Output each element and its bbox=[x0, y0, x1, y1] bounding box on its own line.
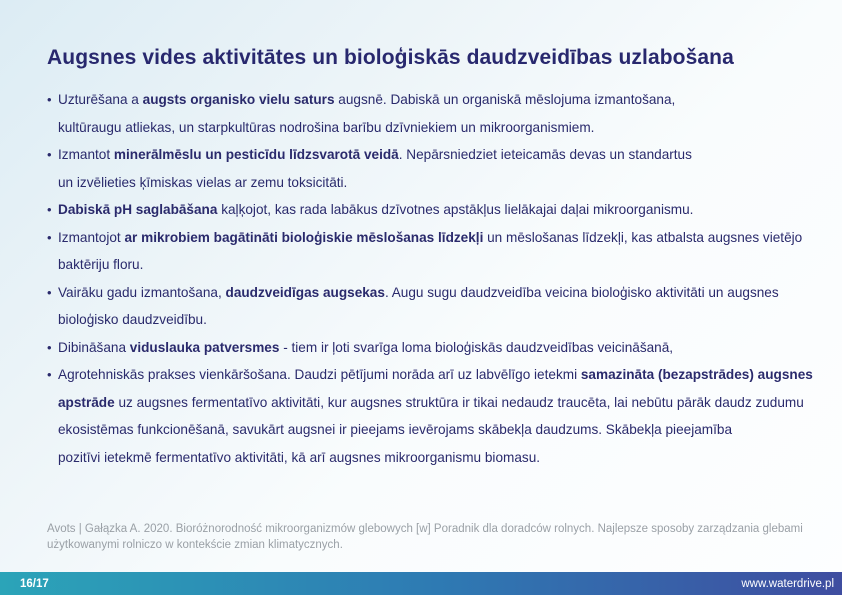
bullet-line: pozitīvi ietekmē fermentatīvo aktivitāti, kā arī augsnes mikroorganismu biomasu. bbox=[58, 449, 541, 465]
website-link[interactable]: www.waterdrive.pl bbox=[741, 577, 834, 590]
bullet-line: bioloģisko daudzveidību. bbox=[58, 312, 207, 327]
bullet-line: • Izmantot minerālmēslu un pesticīdu līdzsvarotā veidā. Nepārsniedziet ieteicamās devas un standartus bbox=[58, 147, 692, 162]
source-citation: Avots | Gałązka A. 2020. Bioróżnorodność mikroorganizmów glebowych [w] Poradnik dla doradców rolnych. Najlepsze sposoby zarządzania glebami użytkowanymi rolniczo w kontekście zmian klimatycznych. bbox=[47, 523, 803, 551]
bullet-line: • Dabiskā pH saglabāšana kaļķojot, kas rada labākus dzīvotnes apstākļus lielākajai daļai mikroorganismu. bbox=[58, 202, 694, 217]
page-title: Augsnes vides aktivitātes un bioloģiskās daudzveidības uzlabošana bbox=[47, 46, 734, 69]
bullet-item bbox=[47, 334, 822, 362]
bullet-line: ekosistēmas funkcionēšanā, savukārt augsnei ir pieejams ievērojams skābekļa daudzums. Skābekļa pieejamība bbox=[58, 422, 732, 437]
bullet-line: • Dibināšana viduslauka patversmes - tiem ir ļoti svarīga loma bioloģiskās daudzveidības veicināšanā, bbox=[58, 339, 674, 355]
bullet-item bbox=[47, 196, 822, 224]
bullet-item bbox=[47, 279, 822, 334]
bullet-list bbox=[47, 86, 822, 471]
footer-bar bbox=[0, 572, 842, 595]
bullet-line: kultūraugu atliekas, un starpkultūras nodrošina barību dzīvniekiem un mikroorganismiem. bbox=[58, 119, 595, 135]
bullet-line: • Izmantojot ar mikrobiem bagātināti bioloģiskie mēslošanas līdzekļi un mēslošanas līdzekļi, kas atbalsta augsnes vietējo bbox=[58, 229, 803, 245]
bullet-line: baktēriju floru. bbox=[58, 257, 144, 272]
bullet-item bbox=[47, 141, 822, 196]
bullet-item bbox=[47, 224, 822, 279]
bullet-line: • Uzturēšana a augsts organisko vielu saturs augsnē. Dabiskā un organiskā mēslojuma izmantošana, bbox=[58, 92, 676, 107]
bullet-line: • Vairāku gadu izmantošana, daudzveidīgas augsekas. Augu sugu daudzveidība veicina bioloģisko aktivitāti un augsnes bbox=[58, 284, 779, 300]
slide-content bbox=[0, 46, 842, 553]
bullet-line: • Agrotehniskās prakses vienkāršošana. Daudzi pētījumi norāda arī uz labvēlīgo ietekmi samazināta (bezapstrādes) augsnes bbox=[58, 367, 813, 382]
page-number: 16/17 bbox=[20, 577, 49, 590]
bullet-line: apstrāde uz augsnes fermentatīvo aktivitāti, kur augsnes struktūra ir tikai nedaudz traucēta, lai nebūtu pārāk daudz zudumu bbox=[58, 394, 804, 410]
bullet-item bbox=[47, 86, 822, 141]
bullet-item bbox=[47, 361, 822, 471]
bullet-line: un izvēlieties ķīmiskas vielas ar zemu toksicitāti. bbox=[58, 174, 348, 190]
